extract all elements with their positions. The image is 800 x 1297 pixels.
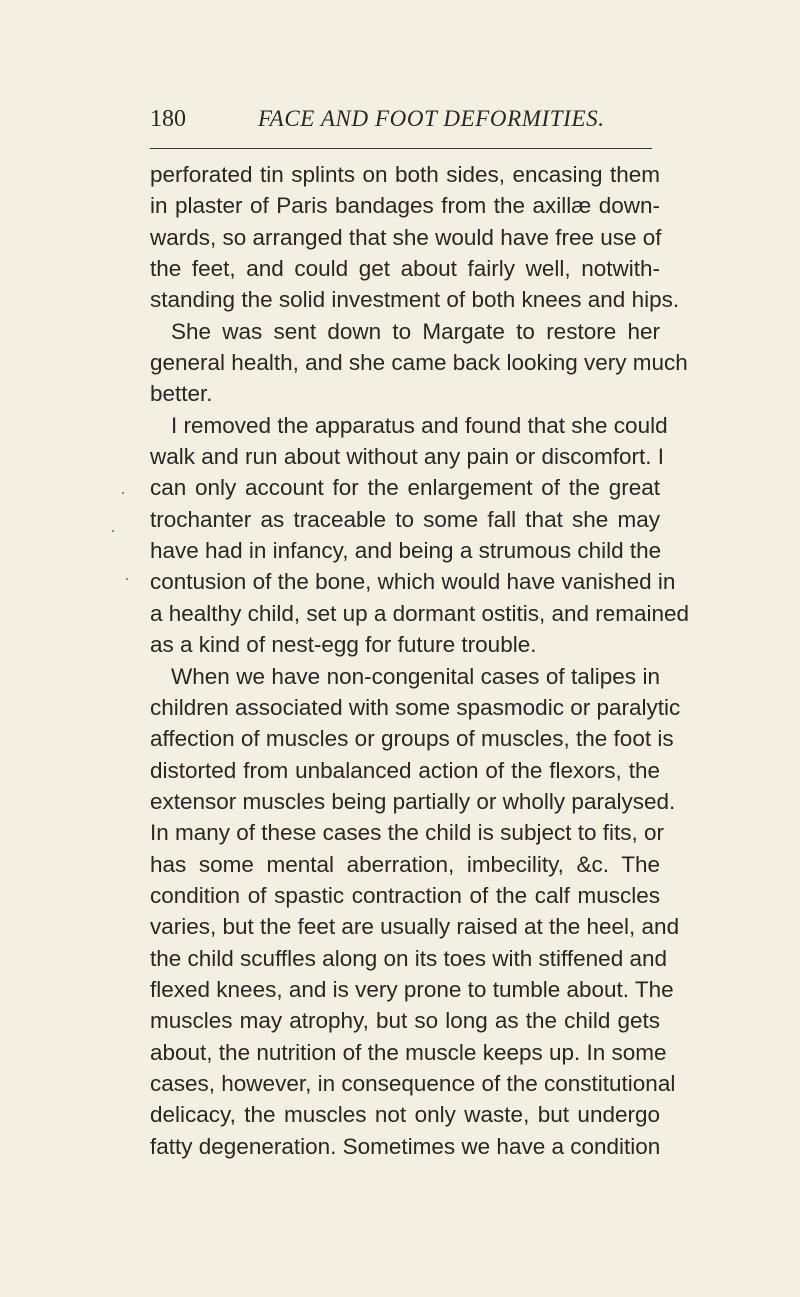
text-line: standing the solid investment of both knees and hips. bbox=[150, 287, 680, 313]
text-line: distorted from unbalanced action of the flexors, the bbox=[150, 757, 660, 783]
text-line: in plaster of Paris bandages from the axillæ down- bbox=[150, 193, 660, 219]
text-line: can only account for the enlargement of the great bbox=[150, 475, 660, 501]
text-line: cases, however, in consequence of the constitutional bbox=[150, 1070, 676, 1096]
text-line: children associated with some spasmodic or paralytic bbox=[150, 694, 681, 720]
text-line: affection of muscles or groups of muscles, the foot is bbox=[150, 726, 674, 752]
text-line: varies, but the feet are usually raised at the heel, and bbox=[150, 914, 680, 940]
text-line: delicacy, the muscles not only waste, but undergo bbox=[150, 1102, 660, 1128]
text-line: flexed knees, and is very prone to tumble about. The bbox=[150, 976, 674, 1002]
running-title: FACE AND FOOT DEFORMITIES. bbox=[258, 106, 605, 131]
text-line: In many of these cases the child is subject to fits, or bbox=[150, 820, 664, 846]
margin-speck bbox=[126, 578, 128, 580]
text-line: trochanter as traceable to some fall that she may bbox=[150, 506, 660, 532]
text-line: the feet, and could get about fairly well, notwith- bbox=[150, 256, 660, 282]
text-line: has some mental aberration, imbecility, &c. The bbox=[150, 851, 660, 877]
text-line: as a kind of nest-egg for future trouble. bbox=[150, 632, 537, 658]
text-line: about, the nutrition of the muscle keeps up. In some bbox=[150, 1039, 667, 1065]
text-line: I removed the apparatus and found that she could bbox=[171, 412, 668, 438]
text-line: muscles may atrophy, but so long as the child gets bbox=[150, 1008, 660, 1034]
running-head bbox=[150, 104, 652, 138]
page-number: 180 bbox=[150, 106, 186, 132]
text-line: general health, and she came back looking very much bbox=[150, 350, 688, 376]
text-line: contusion of the bone, which would have vanished in bbox=[150, 569, 676, 595]
margin-speck bbox=[122, 492, 124, 494]
text-line: condition of spastic contraction of the calf muscles bbox=[150, 882, 660, 908]
text-line: the child scuffles along on its toes with stiffened and bbox=[150, 945, 667, 971]
text-line: wards, so arranged that she would have free use of bbox=[150, 224, 662, 250]
text-line: fatty degeneration. Sometimes we have a condition bbox=[150, 1133, 661, 1159]
text-line: extensor muscles being partially or wholly paralysed. bbox=[150, 788, 676, 814]
text-line: better. bbox=[150, 381, 213, 407]
text-line: walk and run about without any pain or discomfort. I bbox=[150, 444, 665, 470]
margin-speck bbox=[112, 530, 114, 532]
text-line: a healthy child, set up a dormant ostitis, and remained bbox=[150, 600, 690, 626]
header-rule bbox=[150, 148, 652, 149]
text-line: perforated tin splints on both sides, encasing them bbox=[150, 162, 660, 187]
body-text bbox=[150, 159, 690, 1162]
text-line: She was sent down to Margate to restore her bbox=[171, 318, 660, 344]
text-line: When we have non-congenital cases of talipes in bbox=[171, 663, 660, 689]
text-line: have had in infancy, and being a strumous child the bbox=[150, 538, 662, 564]
